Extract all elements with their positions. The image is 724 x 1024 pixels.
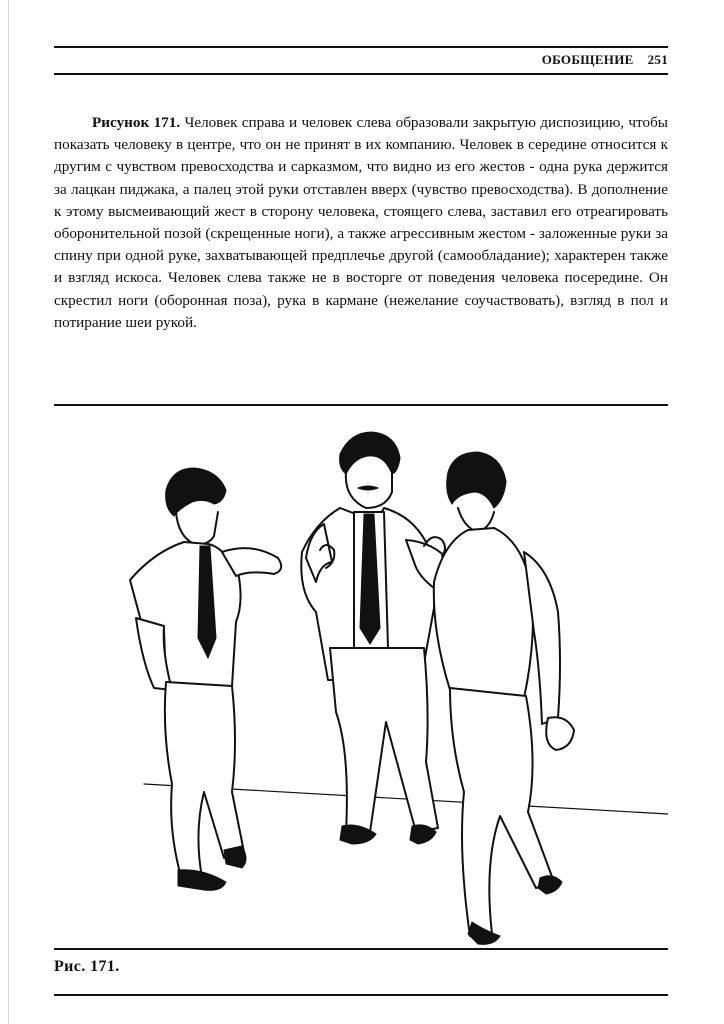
header-top-rule	[54, 46, 668, 48]
left-man-figure	[130, 468, 281, 890]
header-bottom-rule	[54, 73, 668, 75]
right-man-figure	[434, 452, 574, 944]
running-header	[54, 52, 668, 70]
caption-label: Рисунок 171.	[92, 114, 181, 131]
figure-label: Рис. 171.	[54, 958, 120, 975]
section-title: ОБОБЩЕНИЕ	[541, 52, 634, 67]
page-number: 251	[647, 52, 668, 67]
caption-bottom-rule	[54, 404, 668, 406]
figure-bottom-rule	[54, 948, 668, 950]
figure-caption	[54, 112, 668, 334]
page-bottom-rule	[54, 994, 668, 996]
page-edge	[8, 0, 9, 1024]
caption-body: Человек справа и человек слева образовали закрытую диспозицию, чтобы показать человеку в центре, что он не принят в их компанию. Человек в середине относится к другим с чувством превосходства и сарказмом, что видно из его жестов - одна рука держится за лацкан пиджака, а палец этой руки отставлен вверх (чувство превосходства). В дополнение к этому высмеивающий жест в сторону человека, стоящего слева, заставил его отреагировать оборонительной позой (скрещенные ноги), а также агрессивным жестом - заложенные руки за спину при одной руке, захватывающей предплечье другой (самообладание); характерен также и взгляд искоса. Человек слева также не в восторге от поведения человека посередине. Он скрестил ноги (оборонная поза), рука в кармане (нежелание соучаствовать), взгляд в пол и потирание шеи рукой.	[54, 114, 668, 331]
illustration-three-men	[54, 412, 668, 946]
middle-man-figure	[301, 432, 450, 844]
